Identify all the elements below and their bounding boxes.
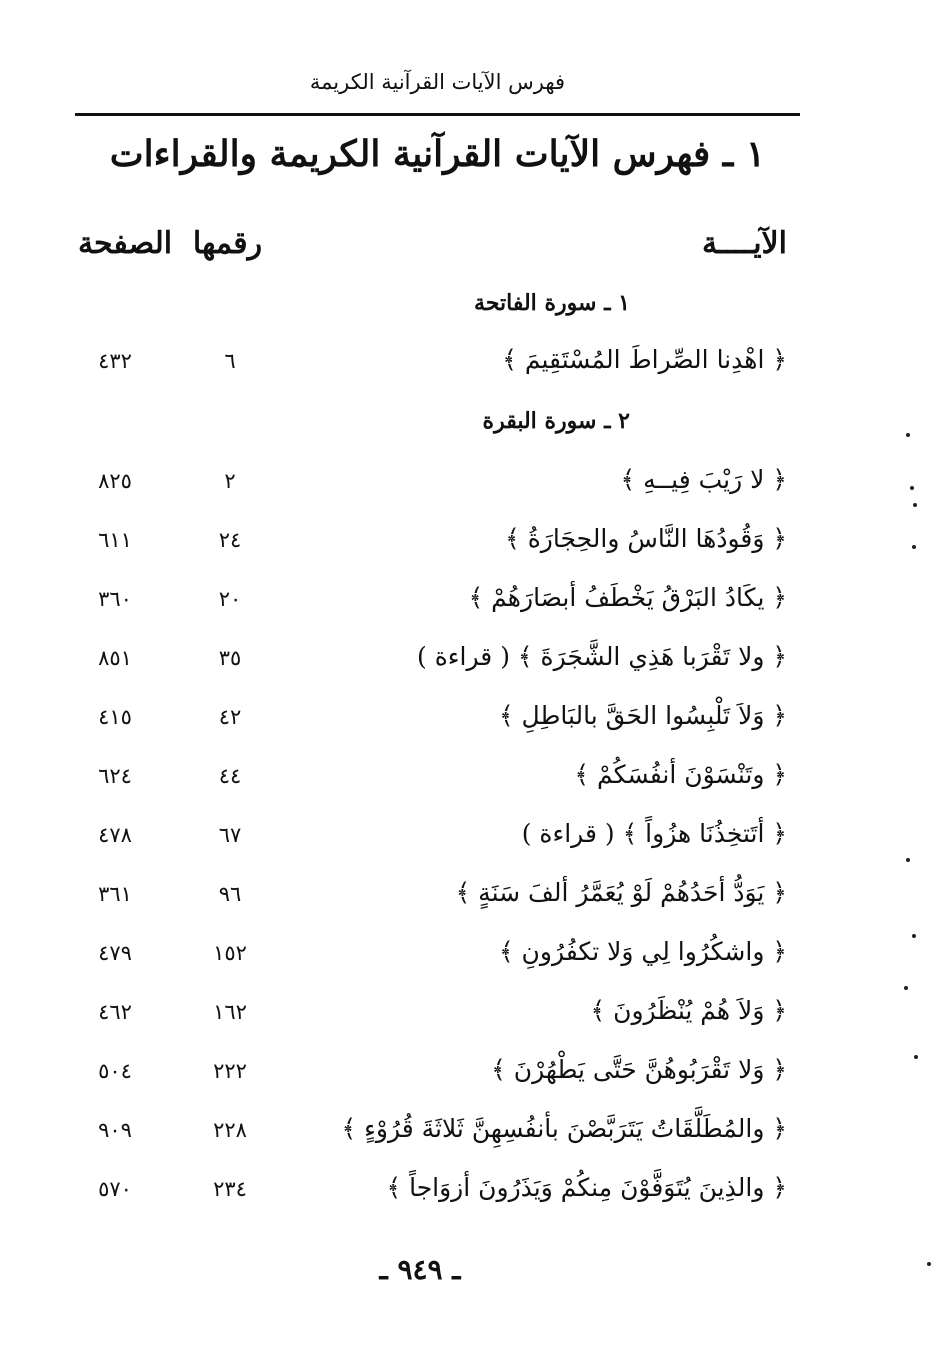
running-head: فهرس الآيات القرآنية الكريمة [309,70,566,94]
surah-heading-baqarah: ٢ ـ سورة البقرة [482,408,630,434]
scan-speck [906,433,910,437]
scan-speck [904,986,908,990]
page-ref: ٥٧٠ [98,1177,132,1201]
page-ref: ٨٢٥ [98,469,132,493]
table-row [0,819,935,859]
verse-number: ٢٠ [218,587,242,611]
table-row [0,937,935,977]
table-row [0,996,935,1036]
page-ref: ٩٠٩ [98,1118,132,1142]
page-title: ١ ـ فهرس الآيات القرآنية الكريمة والقراءات [109,133,766,175]
verse-number: ٢٣٤ [213,1177,247,1201]
verse-text: ﴿ وَلاَ هُمْ يُنْظَرُونَ ﴾ [590,996,787,1025]
verse-number: ١٦٢ [213,1000,247,1024]
verse-number: ٦ [224,349,236,373]
page-ref: ٦٢٤ [98,764,132,788]
verse-text: ﴿ والمُطَلَّقَاتُ يَتَرَبَّصْنَ بأنفُسِهِنَّ ثَلاثَةَ قُرُوْءٍ ﴾ [341,1114,787,1143]
page-ref: ٦١١ [98,528,132,552]
page-ref: ٤٧٨ [98,823,132,847]
verse-text: ﴿ اهْدِنا الصِّراطَ المُسْتَقِيمَ ﴾ [502,345,787,374]
table-row [0,1055,935,1095]
verse-text: ﴿ وَقُودُهَا النَّاسُ والحِجَارَةُ ﴾ [505,524,787,553]
page-ref: ٣٦١ [98,882,132,906]
table-row [0,701,935,741]
page-ref: ٥٠٤ [98,1059,132,1083]
table-row [0,642,935,682]
table-row [0,760,935,800]
verse-number: ٤٢ [218,705,242,729]
scan-speck [927,1262,931,1266]
table-row [0,524,935,564]
page-ref: ٤٦٢ [98,1000,132,1024]
verse-number: ٣٥ [218,646,242,670]
header-rule [75,113,800,116]
verse-number: ١٥٢ [213,941,247,965]
verse-text: ﴿ واشكُرُوا لِي وَلا تكفُرُونِ ﴾ [498,937,787,966]
scan-speck [912,934,916,938]
page-ref: ٤١٥ [98,705,132,729]
verse-text: ﴿ يَوَدُّ أحَدُهُمْ لَوْ يُعَمَّرُ ألفَ سَنَةٍ ﴾ [455,878,787,907]
verse-number: ٢٤ [218,528,242,552]
table-row [0,1114,935,1154]
table-row [0,583,935,623]
column-header-verse: الآيــــة [701,226,787,261]
verse-number: ٤٤ [218,764,242,788]
verse-number: ٩٦ [218,882,242,906]
verse-text: ﴿ ولا تَقْرَبا هَذِي الشَّجَرَةَ ﴾ ( قراءة ) [417,642,787,671]
verse-text: ﴿ والذِينَ يُتَوَفَّوْنَ مِنكُمْ وَيَذَرُونَ أزوَاجاً ﴾ [386,1173,787,1202]
verse-text: ﴿ وَلاَ تَلْبِسُوا الحَقَّ بالبَاطِلِ ﴾ [498,701,787,730]
verse-text: ﴿ وتَنْسَوْنَ أنفُسَكُمْ ﴾ [574,760,787,789]
scan-speck [913,503,917,507]
scan-speck [912,545,916,549]
table-row [0,878,935,918]
scan-speck [906,858,910,862]
scan-speck [914,1055,918,1059]
verse-number: ٢ [224,469,236,493]
column-header-page: الصفحة [77,226,173,261]
table-row [0,345,935,385]
verse-text: ﴿ يكَادُ البَرْقُ يَخْطَفُ أبصَارَهُمْ ﴾ [468,583,787,612]
surah-heading-fatiha: ١ ـ سورة الفاتحة [474,290,630,316]
verse-number: ٢٢٨ [213,1118,247,1142]
page-ref: ٤٣٢ [98,349,132,373]
column-header-number: رقمها [192,226,263,261]
page-ref: ٤٧٩ [98,941,132,965]
page-ref: ٣٦٠ [98,587,132,611]
table-row [0,465,935,505]
page-number: ـ ٩٤٩ ـ [379,1253,461,1286]
verse-text: ﴿ وَلا تَقْرَبُوهُنَّ حَتَّى يَطْهُرْنَ ﴾ [491,1055,787,1084]
table-row [0,1173,935,1213]
verse-number: ٢٢٢ [213,1059,247,1083]
verse-text: ﴿ أتَتخِذُنَا هزُواً ﴾ ( قراءة ) [521,819,787,848]
verse-text: ﴿ لا رَيْبَ فِيــهِ ﴾ [620,465,787,494]
page-ref: ٨٥١ [98,646,132,670]
scan-speck [910,486,914,490]
verse-number: ٦٧ [218,823,242,847]
